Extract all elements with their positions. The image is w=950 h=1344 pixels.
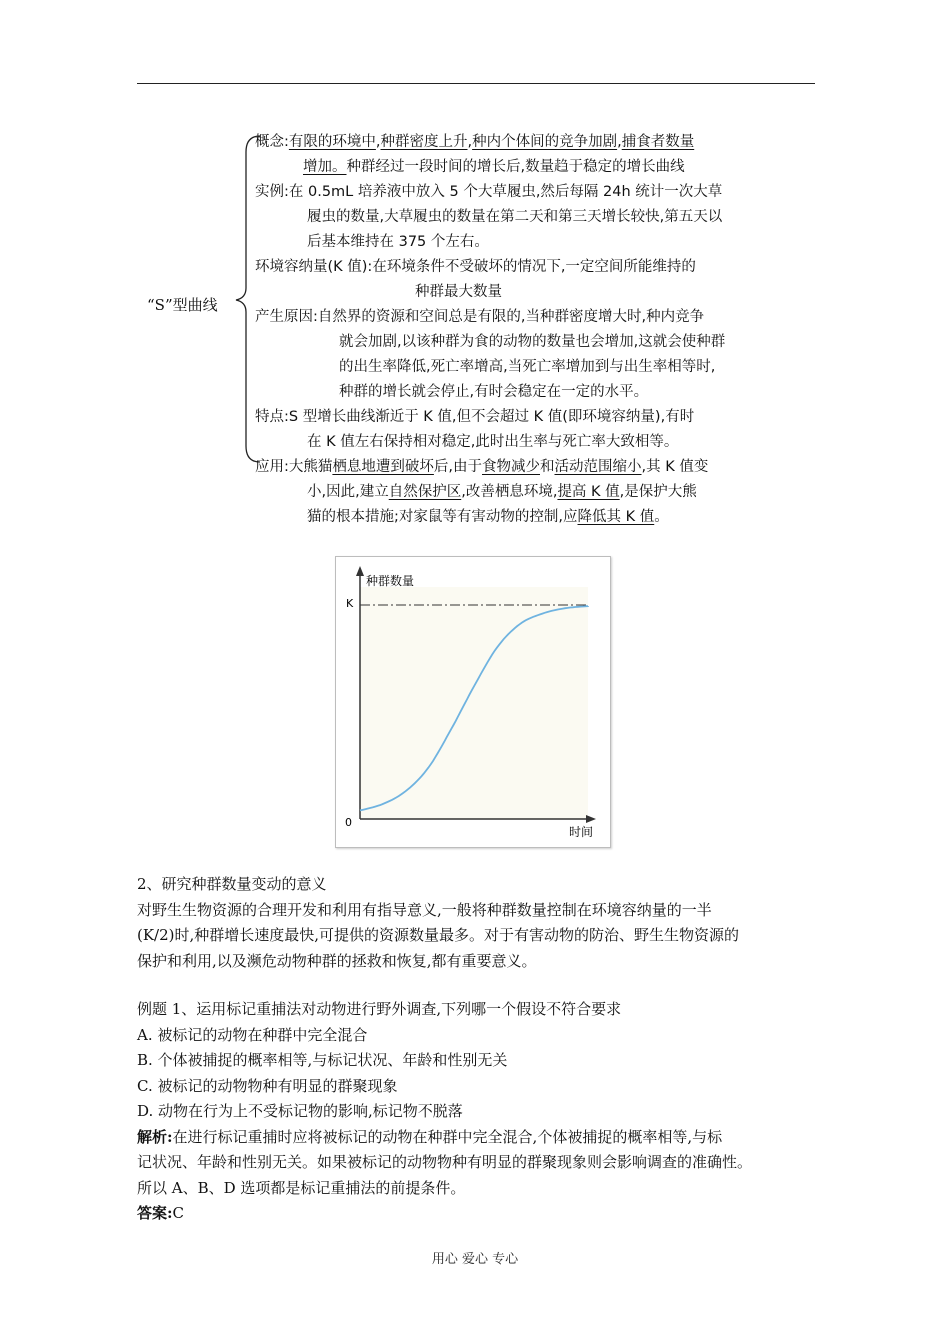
application-text: 后,由于 — [433, 459, 482, 475]
section-heading: 2、研究种群数量变动的意义 — [137, 875, 327, 893]
concept-item — [255, 130, 694, 180]
question-text: 例题 1、运用标记重捕法对动物进行野外调查,下列哪一个假设不符合要求 — [137, 1000, 622, 1018]
capacity-text: 在环境条件不受破坏的情况下,一定空间所能维持的 — [372, 259, 696, 275]
page-footer: 用心 爱心 专心 — [431, 1252, 519, 1267]
cause-text: 的出生率降低,死亡率增高,当死亡率增加到与出生率相等时, — [339, 359, 716, 375]
example-text: 履虫的数量,大草履虫的数量在第二天和第三天增长较快,第五天以 — [307, 209, 723, 225]
application-phrase: 降低其 K 值 — [577, 509, 655, 525]
y-axis-arrow-icon — [356, 566, 364, 576]
application-phrase: 食物减少 — [482, 459, 540, 475]
feature-text: S 型增长曲线渐近于 K 值,但不会超过 K 值(即环境容纳量),有时 — [288, 409, 695, 425]
chart-canvas — [336, 557, 610, 847]
capacity-item — [255, 255, 696, 305]
concept-text: , — [375, 134, 381, 150]
paragraph-line: 对野生生物资源的合理开发和利用有指导意义,一般将种群数量控制在环境容纳量的一半 — [137, 900, 712, 919]
application-phrase: 栖息地遭到破坏 — [332, 459, 434, 475]
application-text: ,改善栖息环境, — [461, 484, 558, 500]
k-tick-label: K — [346, 597, 354, 610]
paragraph-line: 保护和利用,以及濒危动物种群的拯救和恢复,都有重要意义。 — [137, 951, 537, 970]
analysis-text: 所以 A、B、D 选项都是标记重捕法的前提条件。 — [137, 1178, 466, 1197]
paragraph-line: (K/2)时,种群增长速度最快,可提供的资源数量最多。对于有害动物的防治、野生生物资源的 — [137, 926, 740, 944]
option-d: D. 动物在行为上不受标记物的影响,标记物不脱落 — [137, 1102, 463, 1120]
cause-text: 就会加剧,以该种群为食的动物的数量也会增加,这就会使种群 — [339, 334, 726, 350]
application-text: 和 — [540, 459, 555, 475]
example-text: 在 0.5mL 培养液中放入 5 个大草履虫,然后每隔 24h 统计一次大草 — [288, 184, 723, 200]
analysis-label: 解析: — [137, 1127, 173, 1146]
analysis-text: 记状况、年龄和性别无关。如果被标记的动物物种有明显的群聚现象则会影响调查的准确性。 — [137, 1153, 753, 1171]
cause-text: 自然界的资源和空间总是有限的,当种群密度增大时,种内竞争 — [317, 309, 705, 325]
cause-text: 种群的增长就会停止,有时会稳定在一定的水平。 — [339, 384, 649, 400]
application-text: ,其 K 值变 — [641, 459, 709, 475]
feature-item — [255, 405, 694, 455]
s-curve-chart — [335, 556, 611, 848]
feature-text: 在 K 值左右保持相对稳定,此时出生率与死亡率大致相等。 — [307, 434, 679, 450]
concept-phrase: 捕食者数量 — [621, 134, 695, 150]
option-c: C. 被标记的动物物种有明显的群聚现象 — [137, 1076, 398, 1095]
analysis-line — [137, 1125, 827, 1151]
answer-value: C — [172, 1204, 185, 1222]
option-a: A. 被标记的动物在种群中完全混合 — [137, 1025, 368, 1044]
application-text: 猫的根本措施;对家鼠等有害动物的控制,应 — [307, 509, 578, 525]
concept-text: 种群经过一段时间的增长后,数量趋于稳定的增长曲线 — [346, 159, 685, 175]
example-question-1 — [137, 997, 827, 1227]
section-2 — [137, 872, 827, 974]
application-text: 小,因此,建立 — [307, 484, 389, 500]
example-text: 后基本维持在 375 个左右。 — [307, 234, 489, 250]
answer-line — [137, 1201, 827, 1227]
s-curve-summary — [137, 128, 827, 538]
s-curve-label: “S”型曲线 — [147, 296, 218, 314]
header-rule — [137, 83, 815, 84]
cause-label: 产生原因: — [255, 309, 318, 325]
application-text: 。 — [654, 509, 669, 525]
concept-phrase: 种群密度上升 — [380, 134, 468, 150]
application-phrase: 提高 K 值 — [557, 484, 620, 500]
example-label: 实例: — [255, 184, 289, 200]
origin-label: 0 — [345, 816, 352, 829]
capacity-text: 种群最大数量 — [415, 284, 502, 300]
concept-text: , — [617, 134, 622, 150]
concept-text: , — [467, 134, 473, 150]
application-phrase: 自然保护区 — [388, 484, 462, 500]
y-axis-label: 种群数量 — [366, 574, 415, 588]
concept-label: 概念: — [255, 134, 289, 150]
concept-phrase: 有限的环境中 — [288, 134, 376, 150]
example-item — [255, 180, 722, 255]
analysis-text: 在进行标记重捕时应将被标记的动物在种群中完全混合,个体被捕捉的概率相等,与标 — [172, 1127, 723, 1146]
application-item — [255, 455, 708, 530]
application-phrase: 活动范围缩小 — [554, 459, 642, 475]
application-text: ,是保护大熊 — [619, 484, 697, 500]
answer-label: 答案: — [137, 1204, 173, 1222]
cause-item — [255, 305, 725, 405]
capacity-label: 环境容纳量(K 值): — [255, 259, 373, 275]
application-label: 应用: — [255, 459, 289, 475]
plot-background — [360, 587, 588, 819]
feature-label: 特点: — [255, 409, 289, 425]
option-b: B. 个体被捕捉的概率相等,与标记状况、年龄和性别无关 — [137, 1051, 508, 1069]
concept-phrase: 增加。 — [303, 159, 347, 175]
application-text: 大熊猫 — [288, 459, 333, 475]
x-axis-arrow-icon — [586, 815, 596, 823]
concept-phrase: 种内个体间的竞争加剧 — [472, 134, 618, 150]
x-axis-label: 时间 — [569, 825, 594, 839]
